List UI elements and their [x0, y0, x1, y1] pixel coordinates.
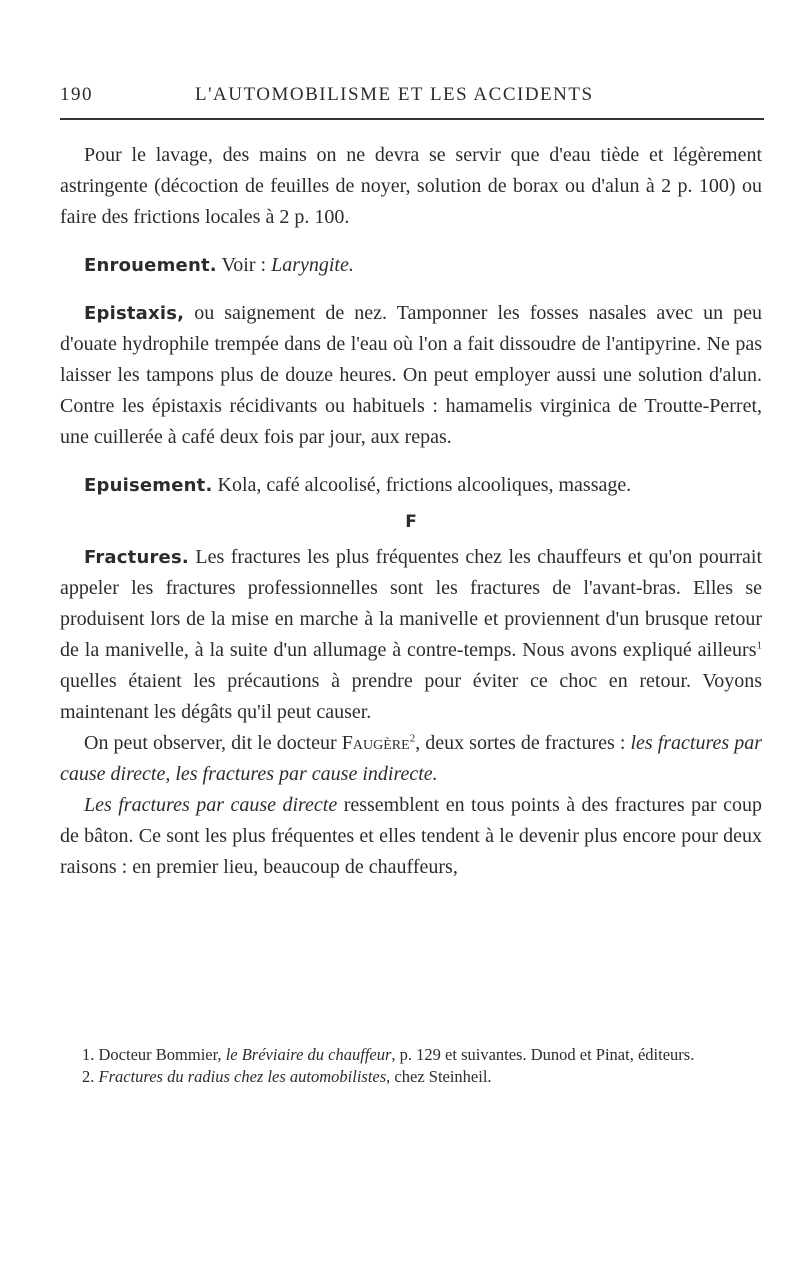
entry-fractures: [60, 542, 762, 728]
paragraph-observer: [60, 728, 762, 790]
entry-text: quelles étaient les précautions à prendre pour éviter ce choc en retour. Voyons maintenant les dégâts qu'il peut causer.: [60, 670, 762, 723]
page-number: 190: [60, 84, 93, 105]
footnote-number: 2.: [82, 1067, 95, 1086]
header-rule: [60, 118, 764, 120]
page-header: [60, 84, 760, 106]
footnote-title: le Bréviaire du chauffeur: [225, 1045, 392, 1064]
paragraph-text: , deux sortes de fractures :: [415, 732, 626, 754]
footnote-ref-1: 1: [756, 639, 762, 652]
footnotes: [60, 1044, 762, 1088]
headword-fractures: Fractures.: [84, 547, 189, 568]
cross-reference: Laryngite.: [271, 254, 354, 276]
footnote-text: , p. 129 et suivantes. Dunod et Pinat, éditeurs.: [391, 1045, 695, 1064]
main-text: [60, 140, 762, 883]
headword-enrouement: Enrouement.: [84, 255, 217, 276]
headword-epistaxis: Epistaxis,: [84, 303, 185, 324]
author-name: Faugère: [341, 732, 410, 754]
paragraph-lavage: Pour le lavage, des mains on ne devra se servir que d'eau tiède et légèrement astringente (décoction de feuilles de noyer, solution de borax ou d'alun à 2 p. 100) ou faire des frictions locales à 2 p. 100.: [60, 144, 762, 228]
entry-text: Les fractures les plus fréquentes chez les chauffeurs et qu'on pourrait appeler les fractures professionnelles sont les fractures de l'avant-bras. Elles se produisent lors de la mise en marche à la manivelle et proviennent d'un brusque retour de la manivelle, à la suite d'un allumage à contre-temps. Nous avons expliqué ailleurs: [60, 546, 763, 661]
footnote-text: Docteur Bommier,: [98, 1045, 222, 1064]
footnote-1: [60, 1044, 762, 1066]
entry-text: Kola, café alcoolisé, frictions alcooliques, massage.: [217, 474, 632, 496]
footnote-text: , chez Steinheil.: [386, 1067, 492, 1086]
paragraph-text: ressemblent en tous points à des fractures par coup de bâton. Ce sont les plus fréquentes et elles tendent à le devenir plus encore pour deux raisons : en premier lieu, beaucoup de chauffeurs,: [60, 794, 762, 878]
footnote-2: [60, 1066, 762, 1088]
entry-text: ou saignement de nez. Tamponner les fosses nasales avec un peu d'ouate hydrophile trempée dans de l'eau où l'on a fait dissoudre de l'antipyrine. Ne pas laisser les tampons plus de douze heures. On peut employer aussi une solution d'alun. Contre les épistaxis récidivants ou habituels : hamamelis virginica de Troutte-Perret, une cuillerée à café deux fois par jour, aux repas.: [60, 302, 762, 448]
footnote-ref-2: 2: [409, 732, 416, 745]
paragraph-directe: [60, 790, 762, 883]
entry-enrouement: [60, 250, 762, 281]
italic-text: Les fractures par cause directe: [84, 794, 338, 816]
entry-epuisement: [60, 470, 762, 501]
section-letter: F: [405, 512, 417, 532]
italic-text: les fractures par cause directe, les fractures par cause indirecte.: [60, 732, 763, 785]
entry-epistaxis: [60, 298, 762, 453]
running-title: L'AUTOMOBILISME ET LES ACCIDENTS: [195, 84, 594, 105]
footnote-title: Fractures du radius chez les automobilistes: [98, 1067, 387, 1086]
entry-text: Voir :: [221, 254, 267, 276]
headword-epuisement: Epuisement.: [84, 475, 213, 496]
footnote-number: 1.: [82, 1045, 95, 1064]
paragraph-text: On peut observer, dit le docteur: [84, 732, 337, 754]
